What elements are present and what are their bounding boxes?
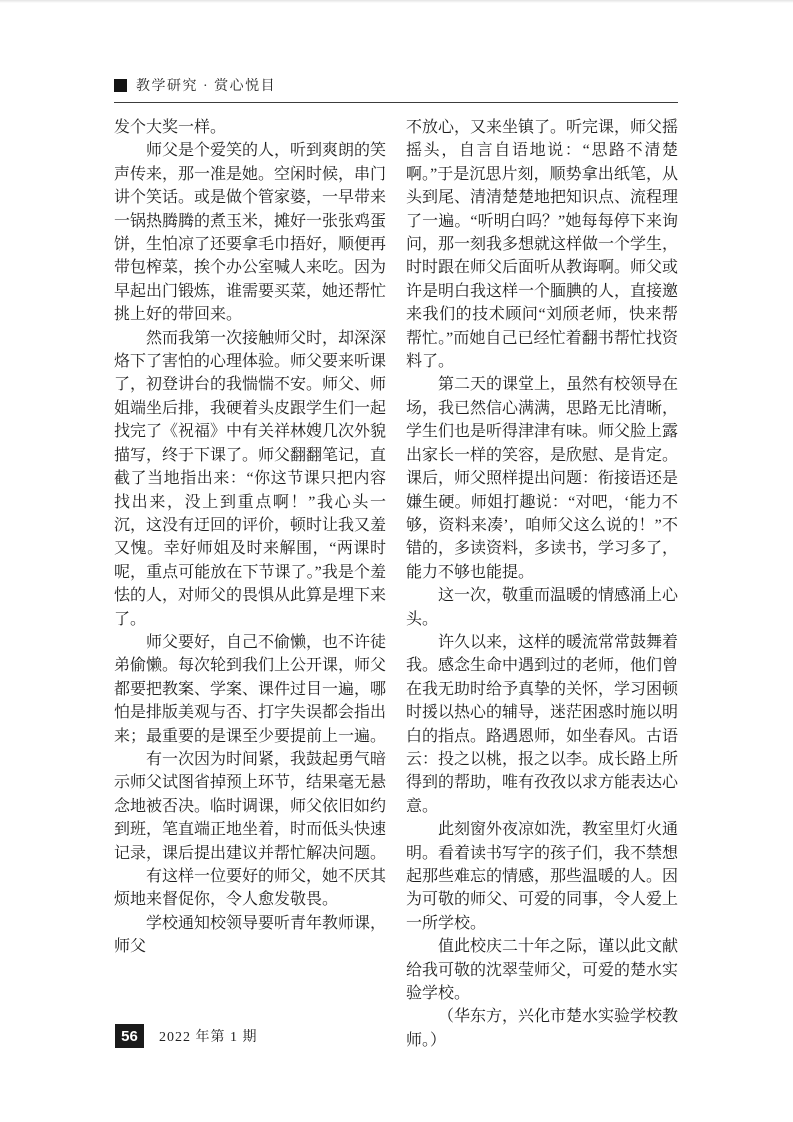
paragraph: 第二天的课堂上，虽然有校领导在场，我已然信心满满，思路无比清晰，学生们也是听得津津有味。师父脸上露出家长一样的笑容，是欣慰、是肯定。课后，师父照样提出问题：衔接语还是嫌生硬。师姐打趣说：“对吧，‘能力不够，资料来凑’，咱师父这么说的！”不错的，多读资料，多读书，学习多了，能力不够也能提。 <box>406 376 679 581</box>
section-title: 教学研究 · 赏心悦目 <box>136 79 277 94</box>
paragraph: 值此校庆二十年之际，谨以此文献给我可敬的沈翠莹师父，可爱的楚水实验学校。 <box>406 938 679 1003</box>
paragraph: 师父要好，自己不偷懒，也不许徒弟偷懒。每次轮到我们上公开课，师父都要把教案、学案、课件过目一遍，哪怕是排版美观与否、打字失误都会指出来；最重要的是课至少要提前上一遍。 <box>114 633 387 745</box>
header-divider <box>114 102 678 103</box>
paragraph: 有一次因为时间紧，我鼓起勇气暗示师父试图省掉预上环节，结果毫无悬念地被否决。临时调课，师父依旧如约到班，笔直端正地坐着，时而低头快速记录，课后提出建议并帮忙解决问题。 <box>114 750 387 862</box>
paragraph: 这一次，敬重而温暖的情感涌上心头。 <box>406 587 679 628</box>
right-column <box>406 116 678 1052</box>
section-header <box>114 75 678 95</box>
section-square-icon <box>114 79 127 92</box>
paragraph: 然而我第一次接触师父时，却深深烙下了害怕的心理体验。师父要来听课了，初登讲台的我惴惴不安。师父、师姐端坐后排，我硬着头皮跟学生们一起找完了《祝福》中有关祥林嫂几次外貌描写，终于下课了。师父翻翻笔记，直截了当地指出来：“你这节课只把内容找出来，没上到重点啊！”我心头一沉，这没有迂回的评价，顿时让我又羞又愧。幸好师姐及时来解围，“两课时呢，重点可能放在下节课了。”我是个羞怯的人，对师父的畏惧从此算是埋下来了。 <box>114 329 387 628</box>
issue-label: 2022 年第 1 期 <box>159 1030 258 1045</box>
paragraph: 许久以来，这样的暖流常常鼓舞着我。感念生命中遇到过的老师，他们曾在我无助时给予真挚的关怀，学习困顿时援以热心的辅导，迷茫困惑时施以明白的指点。路遇恩师，如坐春风。古语云：投之以桃，报之以李。成长路上所得到的帮助，唯有孜孜以求方能表达心意。 <box>406 633 679 815</box>
author-byline: （华东方，兴化市楚水实验学校教师。） <box>406 1008 679 1049</box>
paragraph: 不放心，又来坐镇了。听完课，师父摇摇头，自言自语地说：“思路不清楚啊。”于是沉思片刻，顺势拿出纸笔，从头到尾、清清楚楚地把知识点、流程理了一遍。“听明白吗？”她每每停下来询问，那一刻我多想就这样做一个学生，时时跟在师父后面听从教诲啊。师父或许是明白我这样一个腼腆的人，直接邀来我们的技术顾问“刘颀老师，快来帮帮忙。”而她自己已经忙着翻书帮忙找资料了。 <box>406 119 679 371</box>
page-footer <box>115 1024 258 1048</box>
article-body <box>114 116 678 1052</box>
page-number-badge: 56 <box>115 1024 144 1048</box>
page-content <box>114 75 678 1052</box>
left-column <box>114 116 386 1052</box>
scan-edge-shading <box>0 0 793 3</box>
paragraph: 师父是个爱笑的人，听到爽朗的笑声传来，那一准是她。空闲时候，串门讲个笑话。或是做个管家婆，一早带来一锅热腾腾的煮玉米，摊好一张张鸡蛋饼，生怕凉了还要拿毛巾捂好，顺便再带包榨菜，挨个办公室喊人来吃。因为早起出门锻炼，谁需要买菜，她还帮忙挑上好的带回来。 <box>114 142 387 324</box>
paragraph: 发个大奖一样。 <box>114 119 227 136</box>
paragraph: 有这样一位要好的师父，她不厌其烦地来督促你，令人愈发敬畏。 <box>114 868 387 909</box>
paragraph: 此刻窗外夜凉如洗，教室里灯火通明。看着读书写字的孩子们，我不禁想起那些难忘的情感，那些温暖的人。因为可敬的师父、可爱的同事，令人爱上一所学校。 <box>406 821 679 932</box>
paragraph: 学校通知校领导要听青年教师课，师父 <box>114 914 387 956</box>
